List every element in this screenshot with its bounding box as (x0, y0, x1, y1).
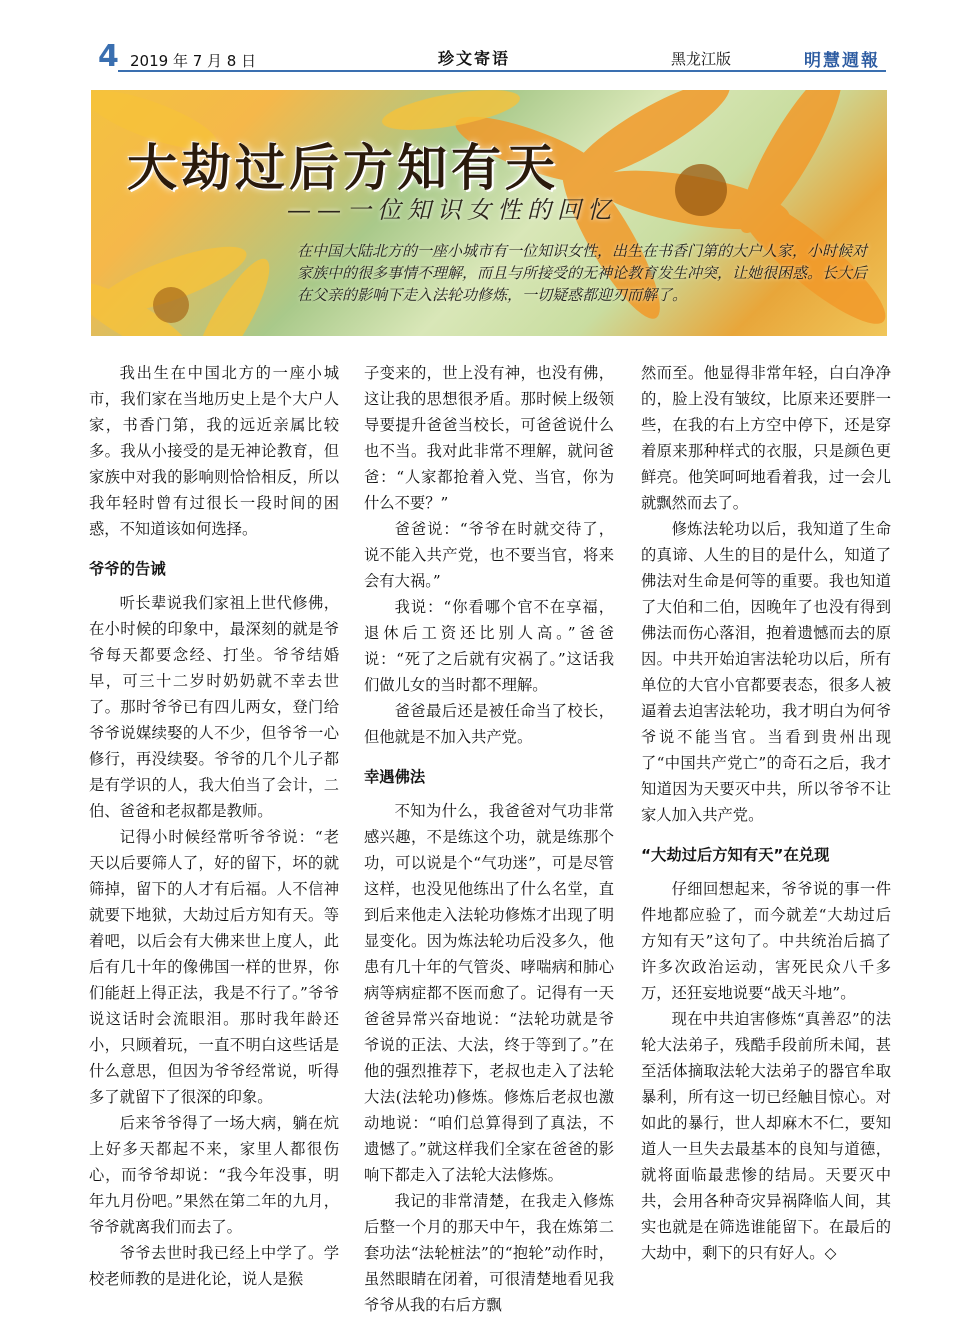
issue-date: 2019 年 7 月 8 日 (130, 52, 257, 70)
article-banner (91, 90, 887, 336)
edition-label: 黑龙江版 (671, 50, 732, 68)
article-subtitle: ——一位知识女性的回忆 (287, 196, 617, 224)
header-rule (118, 70, 886, 72)
article-intro: 在中国大陆北方的一座小城市有一位知识女性，出生在书香门第的大户人家，小时候对家族中的很多事情不理解，而且与所接受的无神论教育发生冲突，让她很困惑。长大后在父亲的影响下走入法轮功修炼，一切疑惑都迎刃而解了。 (297, 242, 868, 304)
paragraph: 记得小时候经常听爷爷说：“老天以后要筛人了，好的留下，坏的就筛掉，留下的人才有后福。人不信神就要下地狱，大劫过后方知有天。等着吧，以后会有大佛来世上度人，此后有几十年的像佛国一样的世界，你们能赶上得正法，我是不行了。”爷爷说这话时会流眼泪。那时我年龄还小，只顾着玩，一直不明白这些话是什么意思，但因为爷爷经常说，听得多了就留下了很深的印象。 (89, 828, 339, 1106)
text-column-3 (641, 360, 891, 1266)
section-heading: “大劫过后方知有天”在兑现 (641, 846, 830, 864)
text-column-1 (89, 360, 339, 1292)
paragraph: 爸爸最后还是被任命当了校长，但他就是不加入共产党。 (364, 702, 614, 746)
section-heading: 爷爷的告诫 (89, 560, 166, 578)
page-header (98, 40, 886, 74)
paragraph: 我说：“你看哪个官不在享福，退休后工资还比别人高。”爸爸说：“死了之后就有灾祸了。”这话我们做儿女的当时都不理解。 (364, 598, 614, 694)
text-column-2 (364, 360, 614, 1318)
paragraph: 不知为什么，我爸爸对气功非常感兴趣，不是练这个功，就是练那个功，可以说是个“气功迷”，可是尽管这样，也没见他练出了什么名堂，直到后来他走入法轮功修炼才出现了明显变化。因为炼法轮功后没多久，他患有几十年的气管炎、哮喘病和肺心病等病症都不医而愈了。记得有一天爸爸异常兴奋地说：“法轮功就是爷爷说的正法、大法，终于等到了。”在他的强烈推荐下，老叔也走入了法轮大法(法轮功)修炼。修炼后老叔也激动地说：“咱们总算得到了真法，不遗憾了。”就这样我们全家在爸爸的影响下都走入了法轮大法修炼。 (364, 802, 614, 1184)
paragraph: 我出生在中国北方的一座小城市，我们家在当地历史上是个大户人家，书香门第，我的远近亲属比较多。我从小接受的是无神论教育，但家族中对我的影响则恰恰相反，所以我年轻时曾有过很长一段时间的困惑，不知道该如何选择。 (89, 364, 339, 538)
article-title: 大劫过后方知有天 (127, 138, 559, 197)
paragraph: 仔细回想起来，爷爷说的事一件件地都应验了，而今就差“大劫过后方知有天”这句了。中共统治后搞了许多次政治运动，害死民众八千多万，还狂妄地说要“战天斗地”。 (641, 880, 891, 1002)
paragraph: 听长辈说我们家祖上世代修佛，在小时候的印象中，最深刻的就是爷爷每天都要念经、打坐。爷爷结婚早，可三十二岁时奶奶就不幸去世了。那时爷爷已有四儿两女，登门给爷爷说媒续娶的人不少，但爷爷一心修行，再没续娶。爷爷的几个儿子都是有学识的人，我大伯当了会计，二伯、爸爸和老叔都是教师。 (89, 594, 339, 820)
paragraph: 子变来的，世上没有神，也没有佛，这让我的思想很矛盾。那时候上级领导要提升爸爸当校长，可爸爸说什么也不当。我对此非常不理解，就问爸爸：“人家都抢着入党、当官，你为什么不要？” (364, 364, 614, 512)
paragraph: 我记的非常清楚，在我走入修炼后整一个月的那天中午，我在炼第二套功法“法轮桩法”的“抱轮”动作时，虽然眼睛在闭着，可很清楚地看见我爷爷从我的右后方飘 (364, 1192, 614, 1314)
section-heading: 幸遇佛法 (364, 768, 426, 786)
section-title: 珍文寄语 (438, 49, 511, 68)
paragraph: 现在中共迫害修炼“真善忍”的法轮大法弟子，残酷手段前所未闻，甚至活体摘取法轮大法弟子的器官牟取暴利，所有这一切已经触目惊心。对如此的暴行，世人却麻木不仁，要知道人一旦失去最基本的良知与道德，就将面临最悲惨的结局。天要灭中共，会用各种奇灾异祸降临人间，其实也就是在筛选谁能留下。在最后的大劫中，剩下的只有好人。◇ (641, 1010, 891, 1262)
paragraph: 然而至。他显得非常年轻，白白净净的，脸上没有皱纹，比原来还要胖一些，在我的右上方空中停下，还是穿着原来那种样式的衣服，只是颜色更鲜亮。他笑呵呵地看着我，过一会儿就飘然而去了。 (641, 364, 891, 512)
page-number: 4 (98, 39, 119, 74)
paper-name: 明慧週報 (804, 51, 880, 71)
paragraph: 爸爸说：“爷爷在时就交待了，说不能入共产党，也不要当官，将来会有大祸。” (364, 520, 614, 590)
paragraph: 后来爷爷得了一场大病，躺在炕上好多天都起不来，家里人都很伤心，而爷爷却说：“我今年没事，明年九月份吧。”果然在第二年的九月，爷爷就离我们而去了。 (89, 1114, 339, 1236)
paragraph: 修炼法轮功以后，我知道了生命的真谛、人生的目的是什么，知道了佛法对生命是何等的重要。我也知道了大伯和二伯，因晚年了也没有得到佛法而伤心落泪，抱着遗憾而去的原因。中共开始迫害法轮功以后，所有单位的大官小官都要表态，很多人被逼着去迫害法轮功，我才明白为何爷爷说不能当官。当看到贵州出现了“中国共产党亡”的奇石之后，我才知道因为天要灭中共，所以爷爷不让家人加入共产党。 (641, 520, 891, 824)
paragraph: 爷爷去世时我已经上中学了。学校老师教的是进化论，说人是猴 (89, 1244, 339, 1288)
